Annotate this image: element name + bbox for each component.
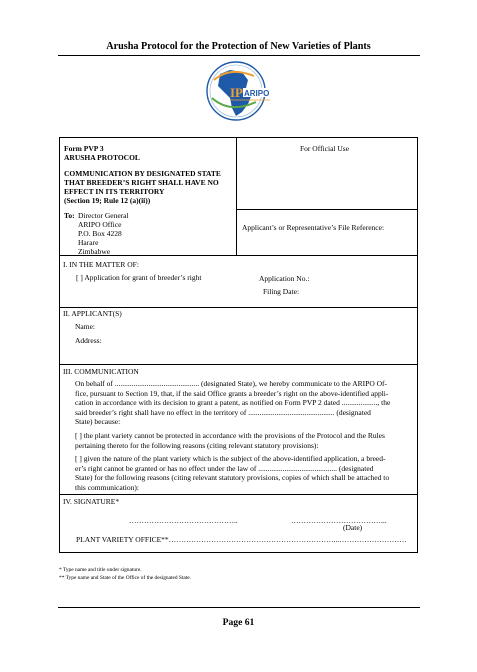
section-heading: IV. SIGNATURE* (63, 497, 120, 506)
footnote: * Type name and title under signature. (59, 567, 142, 573)
form-protocol: ARUSHA PROTOCOL (64, 153, 140, 162)
page-number: Page 61 (222, 617, 255, 628)
communication-line: this communication): (75, 482, 139, 492)
name-label: Name: (75, 322, 95, 331)
form-header-box (59, 137, 418, 256)
communication-line: er’s right cannot be granted or has no effect under the law of .......................................... (designated (75, 463, 374, 473)
address-line: Zimbabwe (78, 247, 111, 256)
communication-line: On behalf of ............................................. (designated State), we hereby communicate to the ARIPO Of- (75, 379, 388, 388)
file-reference-label: Applicant’s or Representative’s File Reference: (242, 223, 385, 232)
form-heading-line: (Section 19; Rule 12 (a)(ii)) (64, 196, 151, 205)
application-no-label: Application No.: (259, 274, 310, 283)
communication-line: cation in accordance with its decision to grant a patent, as notified on Form PVP 2 dated ..................., the (75, 398, 391, 407)
communication-line: said breeder’s right shall have no effect in the territory of .............................................. (designated (75, 407, 371, 417)
form-heading-line: COMMUNICATION BY DESIGNATED STATE (64, 169, 221, 178)
reason-checkbox-2[interactable]: [ ] given the nature of the plant variety which is the subject of the above-identified application, a breed- (75, 454, 386, 463)
plant-variety-office-field[interactable]: PLANT VARIETY OFFICE**…………………………………………………………...……………………… (76, 535, 407, 544)
svg-text:IP: IP (230, 85, 243, 100)
address-line: P.O. Box 4228 (78, 229, 122, 238)
address-label: Address: (75, 336, 102, 345)
form-heading-line: EFFECT IN ITS TERRITORY (64, 187, 165, 196)
official-use-label: For Official Use (300, 144, 350, 153)
footer-rule (58, 607, 420, 608)
form-number: Form PVP 3 (64, 144, 104, 153)
to-label: To: (64, 211, 75, 220)
date-field[interactable]: ………………………………... (291, 516, 387, 525)
communication-line: pertaining thereto for the following reasons (citing relevant statutory provisions): (75, 440, 319, 450)
section-heading: II. APPLICANT(S) (63, 309, 122, 318)
header-rule (58, 55, 420, 56)
footnote: ** Type name and State of the Office of the designated State. (59, 575, 192, 581)
form-heading-line: THAT BREEDER’S RIGHT SHALL HAVE NO (64, 178, 219, 187)
section-matter (59, 256, 418, 308)
section-heading: I. IN THE MATTER OF: (63, 260, 139, 269)
section-signature (59, 495, 418, 553)
address-line: Harare (78, 238, 99, 247)
communication-line: State) for the following reasons (citing relevant statutory provisions, copies of which shall be attached to (75, 473, 390, 482)
section-applicant (59, 308, 418, 365)
address-line: Director General (78, 211, 129, 220)
section-heading: III. COMMUNICATION (63, 367, 139, 376)
signature-field[interactable]: …………………………………….. (129, 516, 238, 525)
filing-date-label: Filing Date: (263, 287, 300, 296)
reason-checkbox-1[interactable]: [ ] the plant variety cannot be protected in accordance with the provisions of the Protocol and the Rules (75, 431, 385, 440)
grant-application-checkbox[interactable]: [ ] Application for grant of breeder’s right (76, 273, 202, 282)
communication-line: State) because: (75, 417, 121, 426)
page-title: Arusha Protocol for the Protection of New Varieties of Plants (106, 41, 371, 52)
date-label: (Date) (343, 523, 363, 532)
section-communication (59, 365, 418, 495)
communication-line: fice, pursuant to Section 19, that, if the said Office grants a breeder’s right on the above-identified appli- (75, 388, 389, 398)
aripo-logo (190, 58, 284, 126)
logo-text: ARIPO (244, 89, 270, 98)
address-line: ARIPO Office (78, 220, 122, 229)
